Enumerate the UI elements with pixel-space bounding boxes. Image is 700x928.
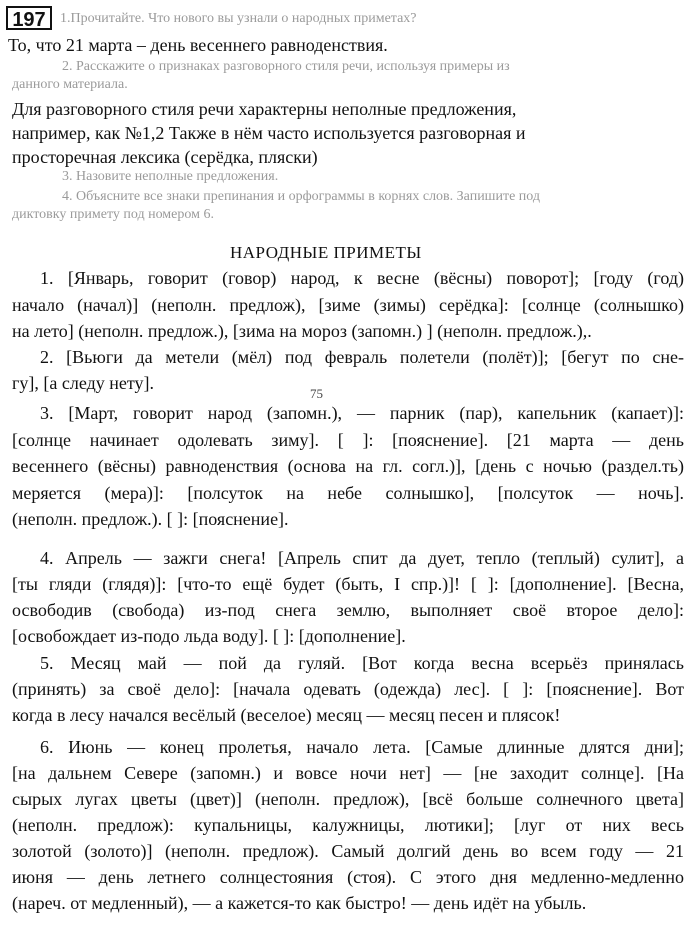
answer-2-line-2: например, как №1,2 Также в нём часто используется разговорная и (12, 123, 526, 143)
task-3: 3. Назовите неполные предложения. (62, 169, 279, 184)
page-number: 75 (310, 386, 323, 401)
text-line: (неполн. предлож.). [ ]: [пояснение]. (12, 509, 289, 529)
text-line: 5. Месяц май — пой да гуляй. [Вот когда весна всерьёз принялась (40, 653, 684, 673)
text-line: [освобождает из-подо льда воду]. [ ]: [дополнение]. (12, 626, 406, 646)
text-line: июня — день летнего солнцестояния (стоя). С этого дня медленно-медленно (12, 867, 684, 887)
task-1: 1.Прочитайте. Что нового вы узнали о народных приметах? (60, 11, 417, 26)
text-line: 3. [Март, говорит народ (запомн.), — парник (пар), капельник (капает)]: (40, 403, 684, 423)
text-line: (неполн. предлож): купальницы, калужницы, лютики]; [луг от них весь (12, 815, 684, 835)
text-line: на лето] (неполн. предлож.), [зима на мороз (запомн.) ] (неполн. предлож.),. (12, 321, 592, 341)
text-line: [солнце начинает одолевать зиму]. [ ]: [пояснение]. [21 марта — день (12, 430, 684, 450)
text-line: начало (начал)] (неполн. предлож), [зиме (зимы) серёдка]: [солнце (солнышко) (12, 295, 684, 315)
text-line: [ты гляди (глядя)]: [что-то ещё будет (быть, I спр.)]! [ ]: [дополнение]. [Весна, (12, 574, 684, 594)
answer-2-line-3: просторечная лексика (серёдка, пляски) (12, 147, 318, 167)
text-line: 4. Апрель — зажги снега! [Апрель спит да дует, тепло (теплый) сулит], а (40, 548, 684, 568)
task-2-line-2: данного материала. (12, 77, 128, 92)
text-line: освободив (свобода) из-под снега землю, выполняет своё второе дело]: (12, 600, 684, 620)
text-line: (принять) за своё дело]: [начала одевать (одежда) лес]. [ ]: [пояснение]. Вот (12, 679, 684, 699)
text-line: меряется (мера)]: [полсуток на небе солнышко], [полсуток — ночь]. (12, 483, 684, 503)
text-line: золотой (золото)] (неполн. предлож). Самый долгий день во всем году — 21 (12, 841, 684, 861)
text-line: 6. Июнь — конец пролетья, начало лета. [Самые длинные длятся дни]; (40, 737, 684, 757)
text-line: весеннего (вёсны) равноденствия (основа на гл. согл.)], [день с ночью (раздел.ть) (12, 456, 684, 476)
text-line: когда в лесу начался весёлый (веселое) месяц — месяц песен и плясок! (12, 705, 561, 725)
task-4-line-1: 4. Объясните все знаки препинания и орфограммы в корнях слов. Запишите под (62, 189, 541, 204)
text-line: гу], [а следу нету]. (12, 373, 154, 393)
text-title: НАРОДНЫЕ ПРИМЕТЫ (230, 243, 422, 262)
text-line: 1. [Январь, говорит (говор) народ, к весне (вёсны) поворот]; [году (год) (40, 268, 684, 288)
exercise-number: 197 (6, 6, 52, 30)
task-4-line-2: диктовку примету под номером 6. (12, 207, 214, 222)
text-line: [на дальнем Севере (запомн.) и вовсе ночи нет] — [не заходит солнце]. [На (12, 763, 684, 783)
task-2-line-1: 2. Расскажите о признаках разговорного стиля речи, используя примеры из (62, 59, 510, 74)
answer-1: То, что 21 марта – день весеннего равноденствия. (8, 35, 388, 55)
text-line: (нареч. от медленный), — а кажется-то как быстро! — день идёт на убыль. (12, 893, 587, 913)
text-line: 2. [Вьюги да метели (мёл) под февраль полетели (полёт)]; [бегут по сне- (40, 347, 684, 367)
answer-2-line-1: Для разговорного стиля речи характерны неполные предложения, (12, 99, 517, 119)
text-line: сырых лугах цветы (цвет)] (неполн. предлож), [всё больше солнечного цвета] (12, 789, 684, 809)
